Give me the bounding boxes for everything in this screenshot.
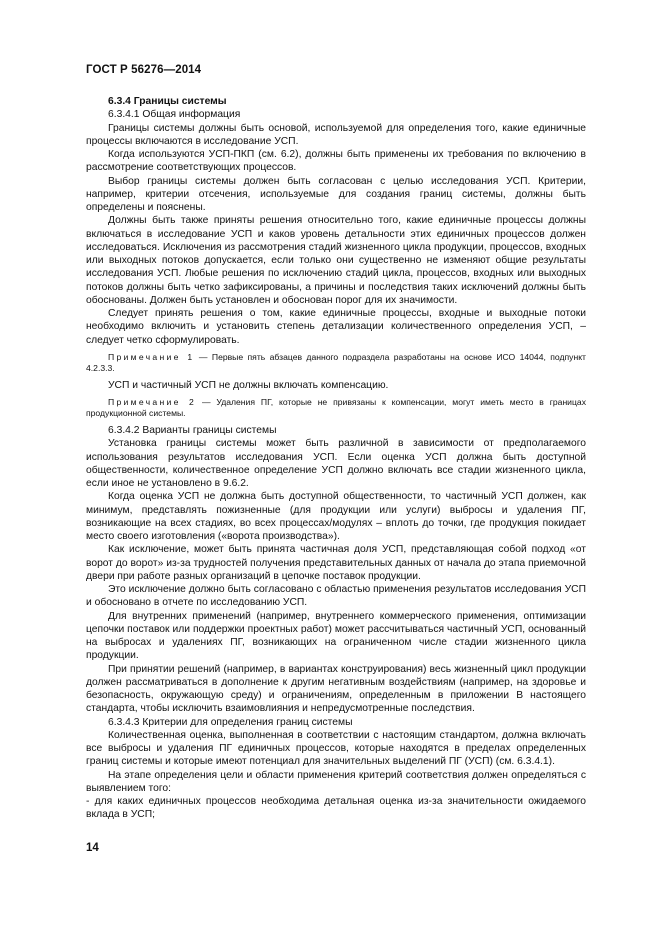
note-text: — Первые пять абзацев данного подраздела разработаны на основе ИСО 14044, подпункт 4.2.3.3. [86,351,586,373]
paragraph: Как исключение, может быть принята частичная доля УСП, представляющая собой подход «от ворот до ворот» из-за трудностей получения представительных данных от начала до этапа приемочной двери при работе разных организаций в цепочке поставок продукции. [86,544,586,582]
document-body [86,95,586,822]
paragraph: Количественная оценка, выполненная в соответствии с настоящим стандартом, должна включать все выбросы и удаления ПГ единичных процессов, которые находятся в пределах определенных границ системы и которые имеют потенциал для значительных выделений ПГ (УСП) (см. 6.3.4.1). [86,729,586,768]
paragraph: На этапе определения цели и области применения критерий соответствия должен определяться с выявлением того: [86,769,586,794]
list-item: - для каких единичных процессов необходима детальная оценка из-за значительности ожидаемого вклада в УСП; [86,796,586,821]
note-1 [86,352,586,374]
paragraph: УСП и частичный УСП не должны включать компенсацию. [108,379,389,391]
document-header: ГОСТ Р 56276—2014 [86,64,202,76]
subsection-title-criteria: 6.3.4.3 Критерии для определения границ системы [108,716,353,728]
subsection-title-variants: 6.3.4.2 Варианты границы системы [108,425,277,436]
note-text: — Удаления ПГ, которые не привязаны к компенсации, могут иметь место в границах продукционной системы. [86,397,586,418]
section-heading: 6.3.4 Границы системы [108,96,227,107]
note-2 [86,397,586,419]
paragraph: Для внутренних применений (например, внутреннего коммерческого применения, оптимизации цепочки поставок или поддержки проектных работ) может рассчитываться частичный УСП, основанный на выбросах и удалениях ПГ, возникающих на ограниченном числе стадии жизненного цикла продукции. [86,610,586,662]
paragraph: Следует принять решения о том, какие единичные процессы, входные и выходные потоки необходимо включить и установить степень детализации количественного определения УСП, – следует четко сформулировать. [86,308,586,346]
paragraph: При принятии решений (например, в вариантах конструирования) весь жизненный цикл продукции должен рассматриваться в дополнение к другим негативным воздействиям (например, на здоровье и безопасность, окружающую среду) и ограничениям, определенным в приложении В настоящего стандарта, чтобы исключить взаимовлияния и непредусмотренные последствия. [86,663,586,715]
note-label: Примечание 2 [108,397,197,407]
subsection-title-general: 6.3.4.1 Общая информация [108,109,241,121]
paragraph: Это исключение должно быть согласовано с областью применения результатов исследования УСП и обосновано в отчете по исследованию УСП. [86,584,586,609]
paragraph: Когда используются УСП-ПКП (см. 6.2), должны быть применены их требования по включению в рассмотрение соответствующих процессов. [86,149,586,174]
paragraph: Выбор границы системы должен быть согласован с целью исследования УСП. Критерии, например, критерии отсечения, используемые для создания границ системы, должны быть определены и пояснены. [86,175,586,213]
paragraph: Когда оценка УСП не должна быть доступной общественности, то частичный УСП должен, как минимум, представлять пожизненные (для продукции или услуги) выбросы и удаления ПГ, возникающие на всех стадиях, во всех процессах/модулях – вплоть до точки, где продукция покидает место своего изготовления («ворота производства»). [86,491,586,542]
page-number: 14 [86,842,99,854]
paragraph: Установка границы системы может быть различной в зависимости от предполагаемого использования результатов исследования УСП. Если оценка УСП должна быть доступной общественности, количественное определение УСП должно включать все стадии жизненного цикла, если иное не установлено в 9.6.2. [86,438,586,489]
note-label: Примечание 1 [108,351,195,362]
paragraph: Должны быть также приняты решения относительно того, какие единичные процессы должны включаться в исследование УСП и каков уровень детальности этих единичных процессов должен исследоваться. Исключения из рассмотрения стадий жизненного цикла продукции, процессов, входных или выходных потоков допускается, если только они существенно не изменяют общие результаты исследования УСП. Любые решения по исключению стадий цикла, процессов, входных или выходных потоков должны быть четко зафиксированы, а причины и последствия таких исключений должны быть обоснованы. Должен быть установлен и обоснован порог для их значимости. [86,215,586,306]
paragraph: Границы системы должны быть основой, используемой для определения того, какие единичные процессы включаются в исследование УСП. [86,122,586,147]
